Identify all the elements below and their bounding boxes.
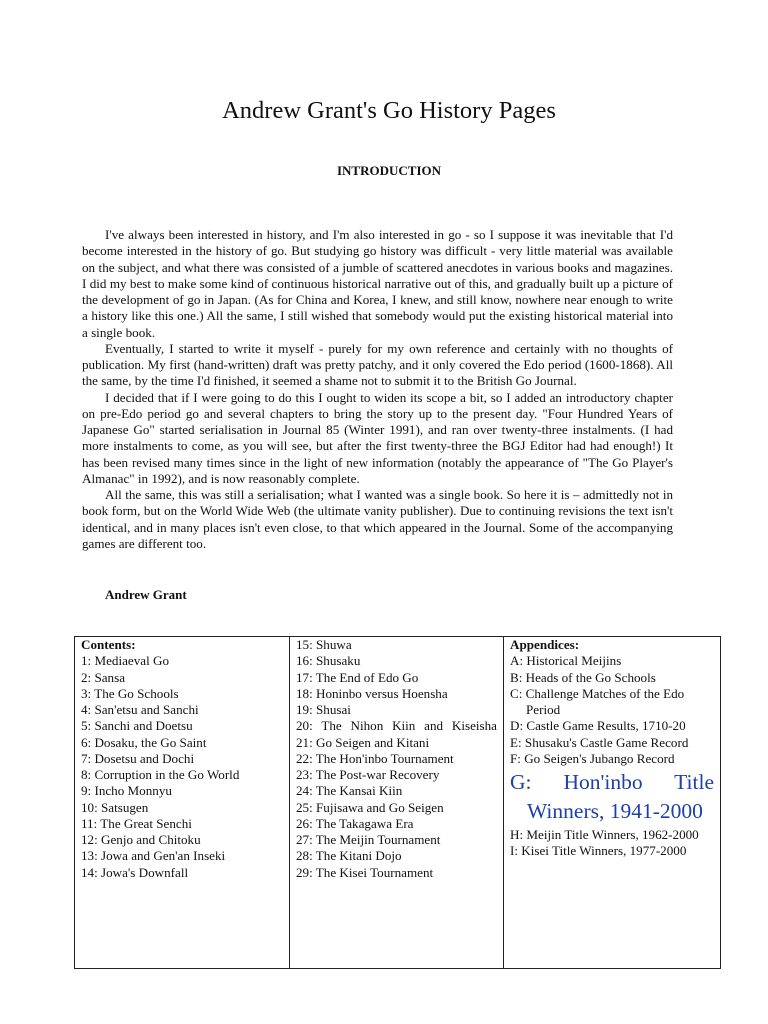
intro-paragraph-4: All the same, this was still a serialisation; what I wanted was a single book. So here it is – admittedly not in book form, but on the World Wide Web (the ultimate vanity publisher). Due to continuing revisions the text isn't identical, and in many places isn't even close, to that which appeared in the Journal. Some of the accompanying games are different too. xyxy=(82,487,673,551)
contents-table xyxy=(74,636,721,969)
chapter-link-5[interactable]: 5: Sanchi and Doetsu xyxy=(81,718,193,734)
introduction-text xyxy=(82,227,673,552)
chapter-link-15[interactable]: 15: Shuwa xyxy=(296,637,352,652)
appendix-link-c[interactable]: C: Challenge Matches of the Edo Period xyxy=(510,685,685,717)
chapter-link-18[interactable]: 18: Honinbo versus Hoensha xyxy=(296,685,448,701)
chapter-link-13[interactable]: 13: Jowa and Gen'an Inseki xyxy=(81,848,226,864)
appendices-column xyxy=(504,637,721,969)
chapter-link-12[interactable]: 12: Genjo and Chitoku xyxy=(81,832,201,847)
appendix-link-g[interactable]: G: Hon'inbo Title Winners, 1941-2000 xyxy=(510,770,714,823)
page-title: Andrew Grant's Go History Pages xyxy=(222,97,556,124)
intro-paragraph-2: Eventually, I started to write it myself - purely for my own reference and certainly with no thoughts of publication. My first (hand-written) draft was pretty patchy, and it only covered the Edo period (1600-1868). All the same, by the time I'd finished, it seemed a shame not to submit it to the British Go Journal. xyxy=(82,340,673,389)
chapter-link-20[interactable]: 20: The Nihon Kiin and Kiseisha xyxy=(296,718,497,734)
chapter-link-24[interactable]: 24: The Kansai Kiin xyxy=(296,783,403,799)
author-signature: Andrew Grant xyxy=(105,587,187,602)
chapter-link-26[interactable]: 26: The Takagawa Era xyxy=(296,815,414,831)
chapter-link-22[interactable]: 22: The Hon'inbo Tournament xyxy=(296,750,454,766)
chapter-link-6[interactable]: 6: Dosaku, the Go Saint xyxy=(81,734,207,750)
appendix-link-h[interactable]: H: Meijin Title Winners, 1962-2000 xyxy=(510,827,699,842)
chapter-link-4[interactable]: 4: San'etsu and Sanchi xyxy=(81,702,199,717)
chapter-link-11[interactable]: 11: The Great Senchi xyxy=(81,815,192,831)
contents-column-1 xyxy=(75,637,290,969)
chapter-link-1[interactable]: 1: Mediaeval Go xyxy=(81,653,169,669)
section-heading-introduction: INTRODUCTION xyxy=(336,163,441,178)
appendix-link-b[interactable]: B: Heads of the Go Schools xyxy=(510,669,656,685)
appendix-link-e[interactable]: E: Shusaku's Castle Game Record xyxy=(510,734,689,750)
contents-column-2 xyxy=(290,637,504,969)
chapter-link-9[interactable]: 9: Incho Monnyu xyxy=(81,783,172,799)
chapter-link-7[interactable]: 7: Dosetsu and Dochi xyxy=(81,750,195,766)
appendices-heading: Appendices: xyxy=(510,637,580,652)
chapter-link-19[interactable]: 19: Shusai xyxy=(296,702,351,717)
intro-paragraph-3: I decided that if I were going to do this I ought to widen its scope a bit, so I added an introductory chapter on pre-Edo period go and several chapters to bring the story up to the present day. "Four Hundred Years of Japanese Go" started serialisation in Journal 85 (Winter 1991), and ran over twenty-three instalments. (I had more instalments to come, as you will see, but after the first twenty-three the BGJ Editor had had enough!) It has been revised many times since in the light of new information (notably the appearance of "The Go Player's Almanac" in 1992), and is now reasonably complete. xyxy=(82,389,673,486)
chapter-link-21[interactable]: 21: Go Seigen and Kitani xyxy=(296,734,430,750)
chapter-link-8[interactable]: 8: Corruption in the Go World xyxy=(81,767,240,782)
contents-table-row xyxy=(75,637,721,969)
chapter-link-3[interactable]: 3: The Go Schools xyxy=(81,685,179,701)
chapter-link-14[interactable]: 14: Jowa's Downfall xyxy=(81,864,189,880)
intro-paragraph-1: I've always been interested in history, and I'm also interested in go - so I suppose it was inevitable that I'd become interested in the history of go. But studying go history was difficult - very little material was available on the subject, and what there was consisted of a jumble of scattered anecdotes in various books and magazines. I did my best to make some kind of continuous historical narrative out of this, and gradually built up a picture of the development of go in Japan. (As for China and Korea, I knew, and still know, nowhere near enough to write a history like this one.) All the same, I still wished that somebody would put the existing historical material into a single book. xyxy=(82,227,673,340)
chapter-link-25[interactable]: 25: Fujisawa and Go Seigen xyxy=(296,799,444,815)
appendix-link-f[interactable]: F: Go Seigen's Jubango Record xyxy=(510,750,675,766)
chapter-link-28[interactable]: 28: The Kitani Dojo xyxy=(296,848,402,864)
contents-heading: Contents: xyxy=(81,637,136,652)
appendix-link-a[interactable]: A: Historical Meijins xyxy=(510,653,622,669)
appendix-link-i[interactable]: I: Kisei Title Winners, 1977-2000 xyxy=(510,843,687,859)
chapter-link-2[interactable]: 2: Sansa xyxy=(81,669,126,685)
chapter-link-16[interactable]: 16: Shusaku xyxy=(296,653,361,669)
chapter-link-17[interactable]: 17: The End of Edo Go xyxy=(296,669,419,685)
chapter-link-29[interactable]: 29: The Kisei Tournament xyxy=(296,864,434,880)
chapter-link-10[interactable]: 10: Satsugen xyxy=(81,799,149,815)
appendix-link-d[interactable]: D: Castle Game Results, 1710-20 xyxy=(510,718,686,734)
chapter-link-23[interactable]: 23: The Post-war Recovery xyxy=(296,767,440,782)
chapter-link-27[interactable]: 27: The Meijin Tournament xyxy=(296,832,441,847)
